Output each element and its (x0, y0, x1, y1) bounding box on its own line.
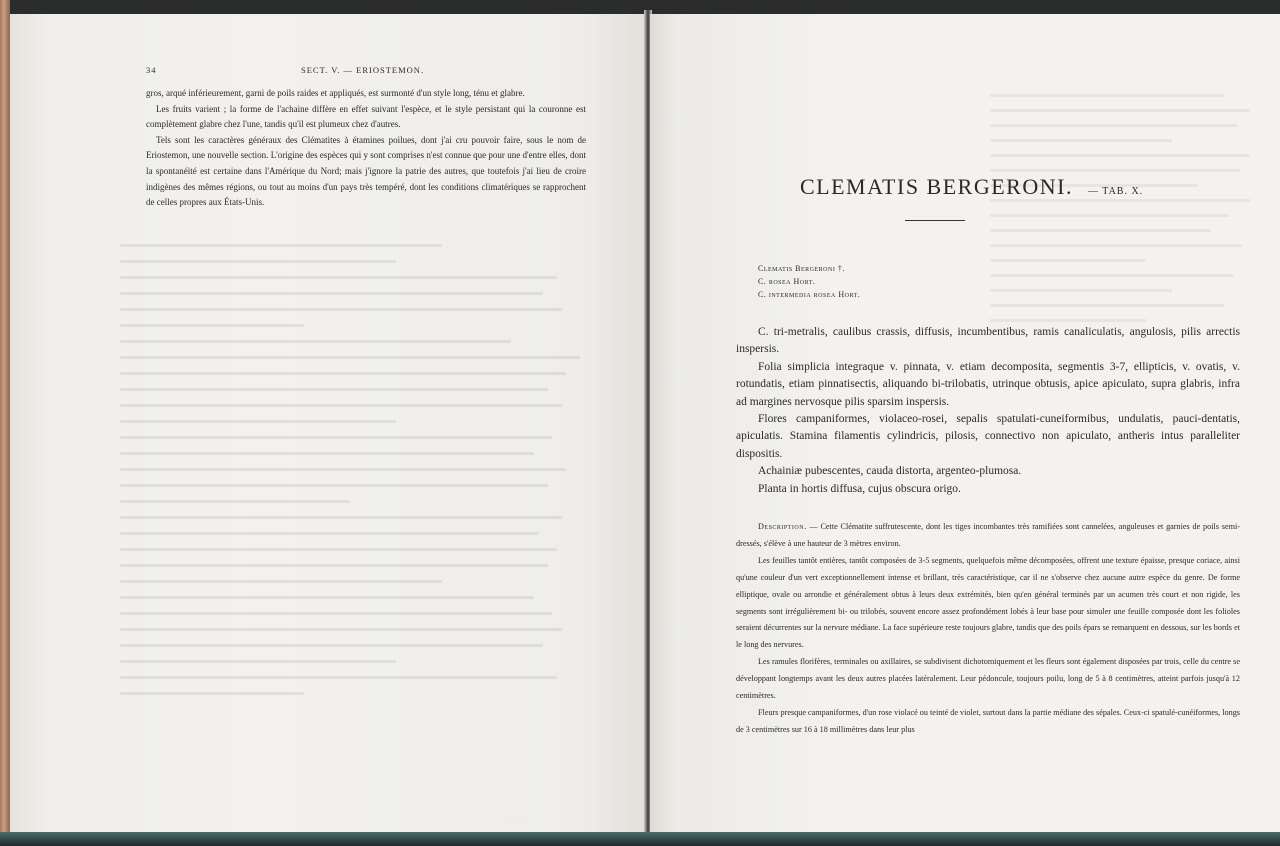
book-bottom-edge (0, 832, 1280, 846)
left-page (10, 14, 646, 832)
show-through-text (120, 244, 580, 764)
paragraph: Flores campaniformes, violaceo-rosei, sepalis spatulati-cuneiformibus, undulatis, pauci-dentatis, apiculatis. Stamina filamentis cylindricis, pilosis, connectivo non apiculato, antheris intus paralleliter dispositis. (736, 413, 1240, 460)
latin-diagnosis (736, 324, 1240, 498)
left-body-text (146, 86, 586, 211)
paragraph: Planta in hortis diffusa, cujus obscura origo. (758, 482, 961, 495)
footer-mark: · · · (508, 814, 527, 820)
binding-edge (0, 0, 10, 846)
paragraph: Les ramules florifères, terminales ou axillaires, se subdivisent dichotomiquement et les fleurs sont également disposées par trois, celle du centre se développant longtemps avant les deux autres placées latéralement. Leur pédoncule, toujours poilu, long de 5 à 8 centimètres, atteint parfois jusqu'à 12 centimètres. (736, 657, 1240, 701)
synonym-list (758, 262, 860, 301)
plant-title (800, 174, 1270, 200)
title-rule (905, 220, 965, 221)
paragraph: Achainiæ pubescentes, cauda distorta, argenteo-plumosa. (758, 465, 1022, 478)
synonym: C. intermedia rosea Hort. (758, 290, 861, 299)
paragraph-text: — Cette Clématite suffrutescente, dont les tiges incombantes très ramifiées sont cannelées, anguleuses et garnies de poils semi-dressés, s'élève à une hauteur de 3 mètres environ. (736, 522, 1240, 548)
section-title: SECT. V. — ERIOSTEMON. (301, 65, 425, 75)
paragraph: Les feuilles tantôt entières, tantôt composées de 3-5 segments, quelquefois même décomposées, offrent une texture épaisse, presque coriace, ainsi qu'une couleur d'un vert exceptionnellement intense et brillant, très caractéristique, car il ne s'observe chez aucune autre espèce du genre. De forme elliptique, ovale ou arrondie et généralement obtus à leurs deux extrémités, bien qu'en général terminés par un acumen très court et non rigide, les segments sont irrégulièrement bi- ou trilobés, souvent encore assez profondément lobés à leur base pour simuler une feuille composée dont les folioles seraient décurrentes sur la nervure médiane. La face supérieure reste toujours glabre, tandis que des poils épars se remarquent en dessous, sur les bords et le long des nervures. (736, 555, 1240, 650)
paragraph: Tels sont les caractères généraux des Clématites à étamines poilues, dont j'ai cru pouvoir faire, sous le nom de Eriostemon, une nouvelle section. L'origine des espèces qui y sont comprises n'est connue que pour une d'entre elles, dont la spontanéité est certaine dans l'Amérique du Nord; mais j'ignore la patrie des autres, que toutefois j'ai lieu de croire indigènes des mêmes régions, ou tout au moins d'un pays très tempéré, dont les conditions climatériques se rapprochent de celles propres aux États-Unis. (146, 134, 586, 208)
species-name: CLEMATIS BERGERONI. (800, 174, 1073, 199)
synonym: Clematis Bergeroni †. (758, 264, 845, 273)
paragraph (736, 519, 1240, 553)
paragraph: Fleurs presque campaniformes, d'un rose violacé ou teinté de violet, surtout dans la partie médiane des sépales. Ceux-ci spatulé-cunéiformes, longs de 3 centimètres sur 16 à 18 millimètres dans leur plus (736, 707, 1240, 734)
paragraph: Les fruits varient ; la forme de l'achaine diffère en effet suivant l'espèce, et le style persistant qui la couronne est complètement glabre chez l'une, tandis qu'il est plumeux chez d'autres. (146, 103, 586, 130)
paragraph: gros, arqué inférieurement, garni de poils raides et appliqués, est surmonté d'un style long, ténu et glabre. (146, 88, 525, 98)
paragraph: Folia simplicia integraque v. pinnata, v. etiam decomposita, segmentis 3-7, ellipticis, v. ovatis, v. rotundatis, etiam pinnatisectis, aliquando bi-trilobatis, utrinque obtusis, apice apiculato, supra glabris, infra ad margines nervosque pilis sparsim inspersis. (736, 360, 1240, 408)
description-text (736, 519, 1240, 739)
description-label: Description. (758, 522, 807, 531)
plate-reference: — TAB. X. (1087, 186, 1144, 197)
page-number: 34 (146, 65, 157, 75)
right-page (650, 14, 1280, 834)
synonym: C. rosea Hort. (758, 277, 816, 286)
paragraph: C. tri-metralis, caulibus crassis, diffusis, incumbentibus, ramis canaliculatis, angulosis, pilis arrectis inspersis. (736, 326, 1240, 356)
